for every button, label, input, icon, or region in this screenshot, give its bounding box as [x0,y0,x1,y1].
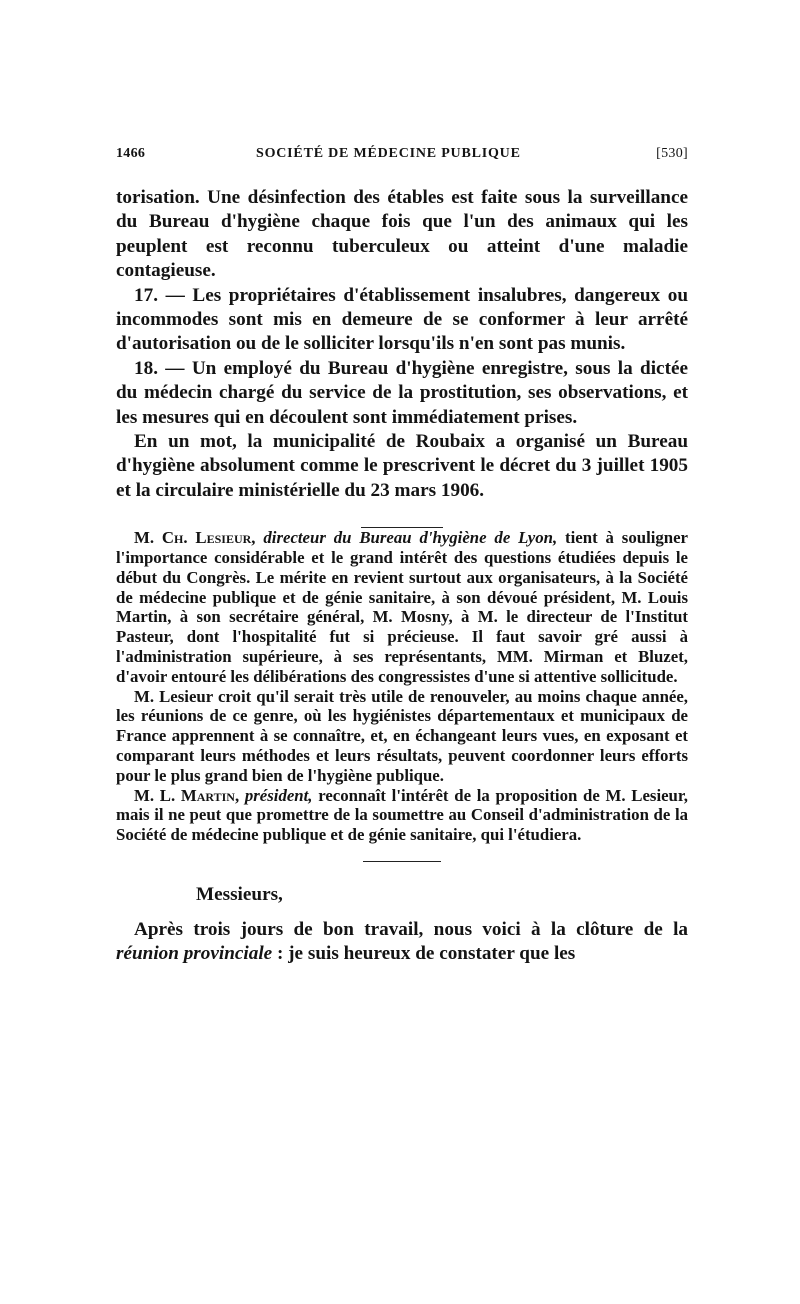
speaker-role: président, [244,785,313,805]
page-number: 1466 [116,146,146,161]
speaker-role: directeur du Bureau d'hygiène de Lyon, [263,528,558,548]
remarks-text: tient à souligner l'importance considérable et le grand intérêt des questions étudiées depuis le début du Congrès. Le mérite en revient surtout aux organisateurs, à la Société de médecine publique et de génie sanitaire, à son dévoué président, M. Louis Martin, à son secrétaire général, M. Mosny, à M. le directeur de l'Institut Pasteur, dont l'hospitalité fut si précieuse. Il faut savoir gré aussi à l'administration supérieure, à ses représentants, MM. Mirman et Bluzet, d'avoir entouré les délibérations des congressistes d'une si attentive sollicitude. [116,528,689,686]
speaker-name: M. Ch. Lesieur, [134,528,256,548]
closing-address [116,918,688,967]
paragraph-item-18: 18. — Un employé du Bureau d'hygiène enregistre, sous la dictée du médecin chargé du service de la prostitution, ses observations, et les mesures qui en découlent sont immédiatement prises. [116,357,688,428]
closing-text-start: Après trois jours de bon travail, nous voici à la clôture de la [134,919,688,941]
running-title: SOCIÉTÉ DE MÉDECINE PUBLIQUE [256,146,521,161]
paragraph-lesieur-remarks [116,528,688,686]
salutation: Messieurs, [196,884,283,906]
running-header [116,146,688,168]
paragraph-item-17: 17. — Les propriétaires d'établissement insalubres, dangereux ou incommodes sont mis en demeure de se conformer à leur arrêté d'autorisation ou de le solliciter lorsqu'ils n'en sont pas munis. [116,284,688,355]
report-continuation [116,186,688,503]
reply-text: reconnaît l'intérêt de la proposition de M. Lesieur, mais il ne peut que promettre de la soumettre au Conseil d'administration de la Société de médecine publique et de génie sanitaire, qui l'étudiera. [116,785,688,845]
paragraph-tuberculosis: torisation. Une désinfection des étables est faite sous la surveillance du Bureau d'hygiène chaque fois que l'un des animaux qui les peuplent est reconnu tuberculeux ou atteint d'une maladie contagieuse. [116,187,688,282]
speaker-name: M. L. Martin, [134,785,240,805]
book-page [116,146,688,967]
bracket-reference: [530] [656,146,688,161]
paragraph-closing [116,918,688,967]
paragraph-lesieur-proposal: M. Lesieur croit qu'il serait très utile de renouveler, au moins chaque année, les réunions de ce genre, où les hygiénistes départementaux et municipaux de France apprennent à se connaître, et, en échangeant leurs vues, en exposant et comparant leurs méthodes et leurs résultats, peuvent coordonner leurs efforts pour le plus grand bien de l'hygiène publique. [116,686,688,785]
closing-italic-phrase: réunion provinciale [116,943,273,965]
paragraph-martin-reply [116,786,688,845]
closing-text-end: : je suis heureux de constater que les [276,943,576,965]
section-divider [363,861,441,862]
discussion-section [116,528,688,845]
paragraph-summary: En un mot, la municipalité de Roubaix a organisé un Bureau d'hygiène absolument comme le prescrivent le décret du 3 juillet 1905 et la circulaire ministérielle du 23 mars 1906. [116,431,688,501]
